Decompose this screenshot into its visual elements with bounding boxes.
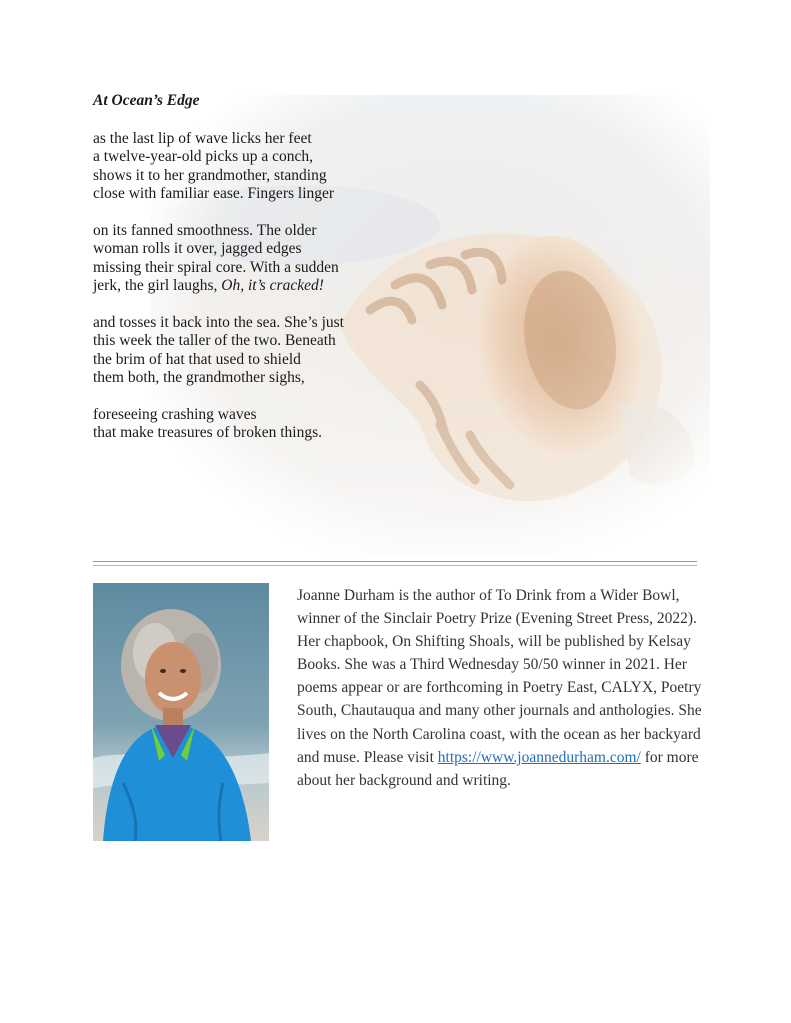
stanza-2 <box>93 222 413 296</box>
author-photo <box>93 583 269 841</box>
poem-italic-quote: Oh, it’s cracked! <box>221 277 324 294</box>
poem-line: this week the taller of the two. Beneath <box>93 332 336 349</box>
stanza-3 <box>93 314 413 388</box>
poem-line: shows it to her grandmother, standing <box>93 166 327 184</box>
author-website-link[interactable]: https://www.joannedurham.com/ <box>437 748 641 766</box>
poem-line: missing their spiral core. With a sudden <box>93 258 339 276</box>
poem-line: as the last lip of wave licks her feet <box>93 129 312 147</box>
section-divider-double <box>93 565 697 566</box>
poem-line: on its fanned smoothness. The older <box>93 221 317 239</box>
poem <box>93 92 413 461</box>
poem-line: woman rolls it over, jagged edges <box>93 240 302 257</box>
bio-text-end: for more about her background and writing. <box>297 748 699 789</box>
poem-title: At Ocean’s Edge <box>93 92 200 109</box>
poem-line: close with familiar ease. Fingers linger <box>93 185 335 202</box>
section-divider <box>93 561 697 562</box>
author-bio <box>297 584 707 792</box>
stanza-1 <box>93 130 413 204</box>
poem-line: foreseeing crashing waves <box>93 405 257 423</box>
poem-line: and tosses it back into the sea. She’s just <box>93 313 344 331</box>
poem-line <box>93 277 413 296</box>
bio-text: Joanne Durham is the author of To Drink from a Wider Bowl, winner of the Sinclair Poetry Prize (Evening Street Press, 2022). Her chapbook, On Shifting Shoals, will be published by Kelsay Books. She was a Third Wednesday 50/50 winner in 2021. Her poems appear or are forthcoming in Poetry East, CALYX, Poetry South, Chautauqua and many other journals and anthologies. She lives on the North Carolina coast, with the ocean as her backyard and muse. Please visit <box>297 587 702 766</box>
poem-line: a twelve-year-old picks up a conch, <box>93 148 314 165</box>
stanza-4 <box>93 406 413 443</box>
poem-line: that make treasures of broken things. <box>93 424 322 441</box>
poem-line: them both, the grandmother sighs, <box>93 369 305 386</box>
poem-line: the brim of hat that used to shield <box>93 350 301 368</box>
poem-line-text: jerk, the girl laughs, <box>93 277 222 294</box>
